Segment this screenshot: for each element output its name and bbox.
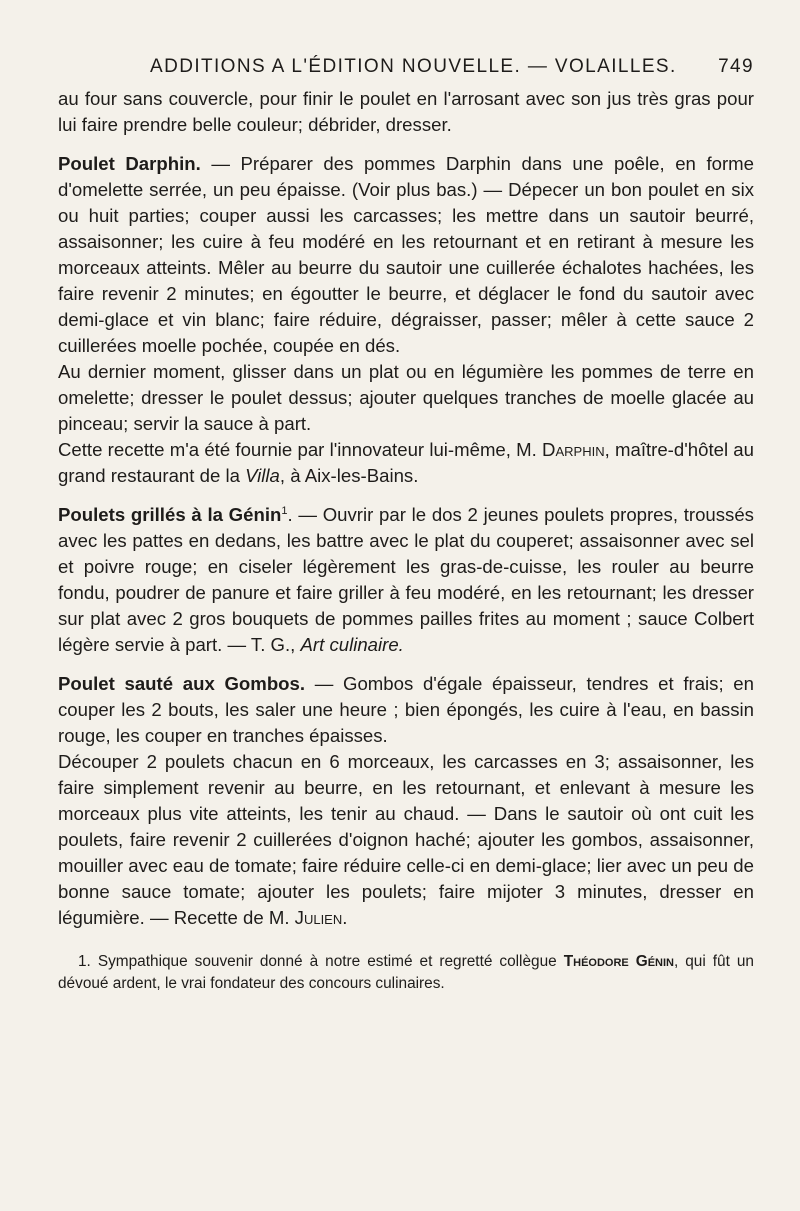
recipe-heading: Poulets grillés à la Génin xyxy=(58,504,282,525)
page-number: 749 xyxy=(718,56,754,77)
person-name: Julien xyxy=(294,907,343,928)
recipe-poulet-darphin: Poulet Darphin. — Préparer des pommes Darphin dans une poêle, en forme d'omelette serrée, un peu épaisse. (Voir plus bas.) — Dépecer un bon poulet en six ou huit parties; couper aussi les carcasses; les mettre dans un sautoir beurré, assaisonner; les cuire à feu modéré en les retournant et en retirant à mesure les morceaux atteints. Mêler au beurre du sautoir une cuillerée échalotes hachées, les faire revenir 2 minutes; en égoutter le beurre, et déglacer le fond du sautoir avec demi-glace et vin blanc; faire réduire, dégraisser, passer; mêler à cette sauce 2 cuillerées moelle pochée, coupée en dés. xyxy=(58,153,754,356)
footnote: 1. Sympathique souvenir donné à notre estimé et regretté collègue Théodore Génin, qui fût un dévoué ardent, le vrai fondateur des concours culinaires. xyxy=(58,953,754,992)
footnote-ref: 1 xyxy=(281,504,288,517)
header-title: ADDITIONS A L'ÉDITION NOUVELLE. — VOLAILLES. xyxy=(150,56,677,77)
paragraph-continuation: au four sans couvercle, pour finir le poulet en l'arrosant avec son jus très gras pour lui faire prendre belle couleur; débrider, dresser. xyxy=(58,88,754,135)
recipe-poulets-grilles: Poulets grillés à la Génin$^1$. — Ouvrir par le dos 2 jeunes poulets propres, troussés avec les pattes en dedans, les battre avec le plat du couperet; assaisonner avec sel et poivre rouge; en ciseler légèrement les gras-de-cuisse, les rouler au beurre fondu, poudrer de panure et faire griller à feu modéré, en les retournant; les dresser sur plat avec 2 gros bouquets de pommes pailles frites au moment ; sauce Colbert légère servie à part. — T. G., Art culinaire. xyxy=(58,504,754,655)
paragraph: Cette recette m'a été fournie par l'innovateur lui-même, M. Darphin, maître-d'hôtel au grand restaurant de la Villa, à Aix-les-Bains. xyxy=(58,439,754,486)
recipe-poulet-saute-gombos: Poulet sauté aux Gombos. — Gombos d'égale épaisseur, tendres et frais; en couper les 2 bouts, les saler une heure ; bien épongés, les cuire à l'eau, en bassin rouge, les couper en tranches épaisses. xyxy=(58,673,754,746)
running-header xyxy=(58,56,754,78)
paragraph: Au dernier moment, glisser dans un plat ou en légumière les pommes de terre en omelette; dresser le poulet dessus; ajouter quelques tranches de moelle glacée au pinceau; servir la sauce à part. xyxy=(58,361,754,434)
person-name: Théodore Génin xyxy=(563,953,674,970)
paragraph: Découper 2 poulets chacun en 6 morceaux, les carcasses en 3; assaisonner, les faire simplement revenir au beurre, en les retournant, et enlevant à mesure les morceaux plus vite atteints, les tenir au chaud. — Dans le sautoir où ont cuit les poulets, faire revenir 2 cuillerées d'oignon haché; ajouter les gombos, assaisonner, mouiller avec eau de tomate; faire réduire celle-ci en demi-glace; lier avec un peu de bonne sauce tomate; ajouter les poulets; faire mijoter 3 minutes, dresser en légumière. — Recette de M. Julien. xyxy=(58,751,754,928)
recipe-heading: Poulet Darphin. xyxy=(58,153,201,174)
recipe-heading: Poulet sauté aux Gombos. xyxy=(58,673,306,694)
person-name: Darphin xyxy=(542,439,605,460)
